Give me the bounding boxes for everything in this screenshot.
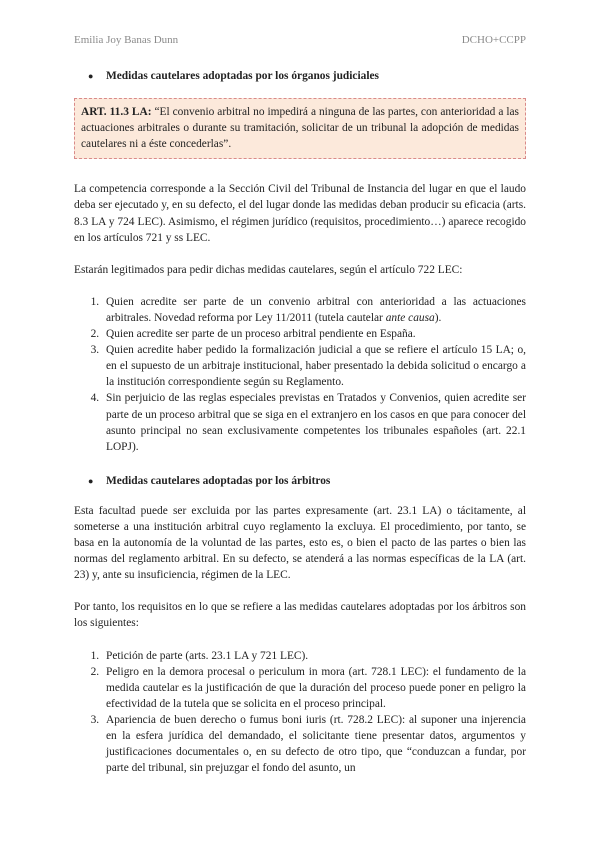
- list-item: 3. Apariencia de buen derecho o fumus boni iuris (rt. 728.2 LEC): al suponer una injerencia en la esfera jurídica del demandado, el solicitante tiene presentar datos, argumentos y justificaciones documentales o, en su defecto de otro tipo, que “conduzcan a fundar, por parte del tribunal, sin prejuzgar el fondo del asunto, un: [102, 712, 526, 776]
- list-item: 3. Quien acredite haber pedido la formalización judicial a que se refiere el artículo 15 LA; o, en el supuesto de un arbitraje institucional, haber presentado la debida solicitud o encargo a la institución correspondiente según su Reglamento.: [102, 342, 526, 390]
- list-item: 1. Petición de parte (arts. 23.1 LA y 721 LEC).: [102, 648, 526, 664]
- list-item: 2. Peligro en la demora procesal o periculum in mora (art. 728.1 LEC): el fundamento de la medida cautelar es la justificación de que la duración del proceso puede poner en peligro la efectividad de la tutela que se solicita en el proceso principal.: [102, 664, 526, 712]
- list-item: 1. Quien acredite ser parte de un convenio arbitral con anterioridad a las actuaciones arbitrales. Novedad reforma por Ley 11/2011 (tutela cautelar ante causa).: [102, 294, 526, 326]
- section-title-arbitrators: ● Medidas cautelares adoptadas por los árbitros: [74, 473, 526, 489]
- paragraph-legitimation: Estarán legitimados para pedir dichas medidas cautelares, según el artículo 722 LEC:: [74, 263, 463, 276]
- section-title-judicial: ● Medidas cautelares adoptadas por los órganos judiciales: [74, 68, 526, 84]
- list-item: 2. Quien acredite ser parte de un proceso arbitral pendiente en España.: [102, 326, 526, 342]
- article-label: ART. 11.3 LA:: [81, 106, 152, 119]
- paragraph-requirements: Por tanto, los requisitos en lo que se refiere a las medidas cautelares adoptadas por los árbitros son los siguientes:: [74, 601, 526, 630]
- paragraph-exclusion: Esta facultad puede ser excluida por las partes expresamente (art. 23.1 LA) o tácitamente, al someterse a una institución arbitral cuyo reglamento la excluya. El procedimiento, por tanto, se basa en la autonomía de la voluntad de las partes, esto es, o bien el pacto de las partes o bien las normas del reglamento arbitral. En su defecto, se atenderá a las normas específicas de la LA (art. 23) y, ante su insuficiencia, régimen de la LEC.: [74, 504, 526, 582]
- header-author: Emilia Joy Banas Dunn: [74, 34, 179, 46]
- list-item: 4. Sin perjuicio de las reglas especiales previstas en Tratados y Convenios, quien acredite ser parte de un proceso arbitral que se siga en el extranjero en los casos en que para conocer del asunto principal no sean exclusivamente competentes los tribunales españoles (art. 22.1 LOPJ).: [102, 390, 526, 454]
- article-text: “El convenio arbitral no impedirá a ninguna de las partes, con anterioridad a las actuaciones arbitrales o durante su tramitación, solicitar de un tribunal la adopción de medidas cautelares ni a éste concederlas”.: [81, 106, 519, 151]
- paragraph-competence: La competencia corresponde a la Sección Civil del Tribunal de Instancia del lugar en que el laudo deba ser ejecutado y, en su defecto, el del lugar donde las medidas deban producir su eficacia (arts. 8.3 LA y 724 LEC). Asimismo, el régimen jurídico (requisitos, procedimiento…) aparece recogido en los artículos 721 y ss LEC.: [74, 183, 526, 244]
- requirements-list: [74, 648, 526, 777]
- legitimation-list: [74, 294, 526, 455]
- page-header: [74, 34, 526, 46]
- document-body: [74, 68, 526, 792]
- header-subject: DCHO+CCPP: [461, 34, 526, 46]
- article-callout: [74, 98, 526, 159]
